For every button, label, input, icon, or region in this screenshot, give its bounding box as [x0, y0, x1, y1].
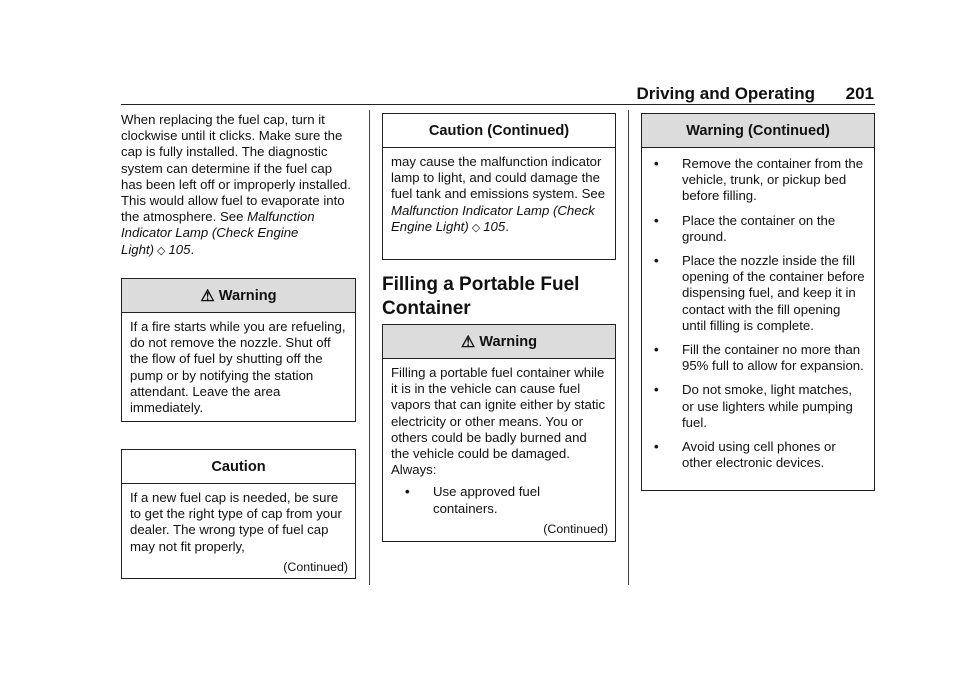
header-rule	[121, 104, 875, 105]
bullet-icon: •	[654, 439, 659, 455]
caution-continued-body	[383, 148, 615, 242]
intro-text: When replacing the fuel cap, turn it clockwise until it clicks. Make sure the cap is fully installed. The diagnostic system can determine if the fuel cap has been left off or improperly installed. This would allow fuel to evaporate into the atmosphere. See	[121, 112, 351, 225]
continued-label: (Continued)	[283, 559, 348, 574]
warning-box-fire	[121, 278, 356, 422]
page-number: 201	[845, 84, 874, 103]
portable-warning-title: Warning	[479, 333, 538, 350]
page-header	[0, 80, 960, 110]
column-1-intro	[121, 112, 356, 259]
warning-continued-body	[642, 148, 874, 477]
portable-warning-bullets	[391, 484, 608, 516]
list-item	[650, 342, 867, 374]
column-divider-2	[628, 110, 629, 585]
bullet-text: Place the container on the ground.	[682, 212, 836, 244]
column-divider-1	[369, 110, 370, 585]
warning-continued-header	[642, 114, 874, 148]
bullet-text: Use approved fuel containers.	[433, 484, 541, 516]
page-ref-icon: ◇	[157, 244, 166, 257]
caution-box-body	[122, 484, 355, 581]
portable-warning-header	[383, 325, 615, 359]
bullet-text: Place the nozzle inside the fill opening of the container before dispensing fuel, and keep it in contact with the fill opening until filling is complete.	[682, 253, 865, 333]
caution-continued-box	[382, 113, 616, 260]
intro-page-ref[interactable]: 105	[168, 241, 191, 257]
list-item	[401, 484, 608, 516]
caution-box-header	[122, 450, 355, 484]
caution-box-title: Caution	[211, 458, 266, 475]
continued-label: (Continued)	[543, 521, 608, 536]
caution-page-ref[interactable]: 105	[483, 218, 506, 234]
bullet-text: Remove the container from the vehicle, trunk, or pickup bed before filling.	[682, 156, 864, 204]
bullet-text: Do not smoke, light matches, or use lighters while pumping fuel.	[682, 382, 853, 430]
list-item	[650, 382, 867, 431]
caution-cross-reference[interactable]: Malfunction Indicator Lamp (Check Engine Light)	[391, 202, 595, 234]
caution-continued-text: may cause the malfunction indicator lamp to light, and could damage the fuel tank and emissions system. See Malfunction Indicator Lamp (Check Engine Light) ◇ 105.	[391, 154, 606, 234]
chapter-title: Driving and Operating	[636, 84, 815, 103]
caution-continued-title: Caution (Continued)	[428, 122, 570, 139]
warning-triangle-icon: ⚠	[200, 287, 215, 305]
warning-box-title: Warning	[218, 287, 277, 304]
warning-continued-bullets	[650, 156, 867, 471]
portable-warning-body	[383, 359, 615, 543]
list-item	[650, 156, 867, 205]
warning-continued-box	[641, 113, 875, 491]
bullet-text: Avoid using cell phones or other electronic devices.	[682, 439, 836, 471]
bullet-icon: •	[654, 342, 659, 358]
warning-box-body	[122, 313, 355, 422]
caution-continued-header	[383, 114, 615, 148]
intro-cross-reference[interactable]: Malfunction Indicator Lamp (Check Engine Light)	[121, 209, 315, 257]
list-item	[650, 253, 867, 334]
caution-box-fuel-cap	[121, 449, 356, 579]
warning-box-header	[122, 279, 355, 313]
bullet-icon: •	[654, 156, 659, 171]
bullet-icon: •	[654, 382, 659, 398]
warning-box-portable-container	[382, 324, 616, 542]
caution-box-text: If a new fuel cap is needed, be sure to get the right type of cap from your dealer. The wrong type of fuel cap may not fit properly,	[130, 490, 342, 554]
warning-continued-title: Warning (Continued)	[686, 122, 830, 139]
warning-box-text: If a fire starts while you are refueling, do not remove the nozzle. Shut off the flow of fuel by shutting off the pump or by notifying the station attendant. Leave the area immediately.	[130, 319, 346, 416]
list-item	[650, 439, 867, 471]
warning-triangle-icon: ⚠	[460, 333, 476, 351]
bullet-icon: •	[654, 212, 659, 228]
portable-warning-text: Filling a portable fuel container while it is in the vehicle can cause fuel vapors that can ignite either by static electricity or other means. You or others could be badly burned and the vehicle could be damaged. Always:	[391, 365, 606, 478]
bullet-text: Fill the container no more than 95% full to allow for expansion.	[682, 342, 864, 374]
section-title: Filling a Portable Fuel Container	[382, 274, 580, 319]
intro-paragraph: When replacing the fuel cap, turn it clockwise until it clicks. Make sure the cap is fully installed. The diagnostic system can determine if the fuel cap has been left off or improperly installed. This would allow fuel to evaporate into the atmosphere. See Malfunction Indicator Lamp (Check Engine Light) ◇ 105.	[121, 112, 351, 257]
bullet-icon: •	[654, 253, 659, 269]
caution-continued-body-text: may cause the malfunction indicator lamp to light, and could damage the fuel tank and emissions system. See	[391, 154, 606, 202]
list-item	[650, 213, 867, 245]
page-ref-icon: ◇	[471, 221, 481, 234]
bullet-icon: •	[405, 484, 410, 500]
